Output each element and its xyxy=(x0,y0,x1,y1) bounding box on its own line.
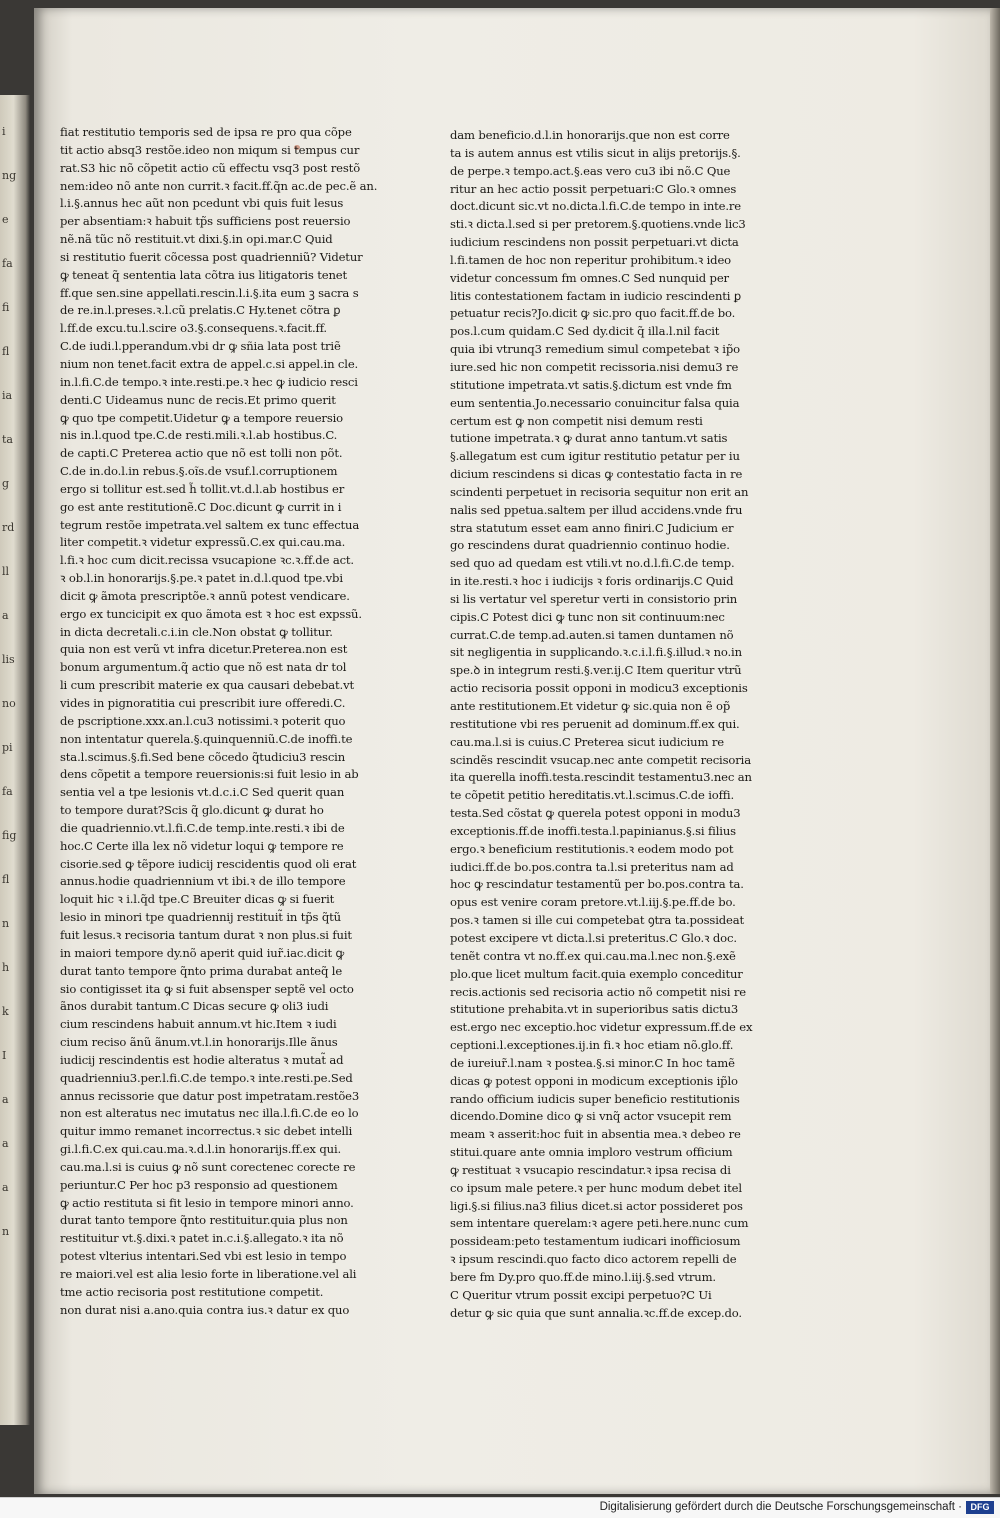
text-line: bere fm Dy.pro quo.ff.de mino.l.iij.§.sed vtrum. xyxy=(450,1270,716,1284)
gutter-fragment: n xyxy=(2,1225,10,1238)
text-line: dam beneficio.d.l.in honorarijs.que non est corre xyxy=(450,128,730,142)
text-line: l.i.§.annus hec aũt non pcedunt vbi quis fuit lesus xyxy=(60,196,344,211)
text-line: ꝛ ipsum rescindi.quo facto dico actorem repelli de xyxy=(450,1252,737,1267)
text-line: detur ꝙ sic quia que sunt annalia.ꝛc.ff.de excep.do. xyxy=(450,1305,742,1320)
text-line: te cõpetit petitio hereditatis.vt.l.scimus.C.de ioffi. xyxy=(450,788,734,803)
text-line: plo.que licet multum facit.quia exemplo conceditur xyxy=(450,966,743,981)
text-line: annus recissorie que datur post impetratam.restõe3 xyxy=(60,1088,360,1103)
dfg-logo: DFG xyxy=(966,1501,994,1514)
text-line: est.ergo nec exceptio.hoc videtur expressum.ff.de ex xyxy=(450,1020,753,1035)
text-line: actio recisoria possit opponi in modicu3 exceptionis xyxy=(450,681,748,696)
text-line: tegrum restõe impetrata.vel saltem ex tunc effectua xyxy=(60,517,360,532)
text-line: sti.ꝛ dicta.l.sed si per pretorem.§.quotiens.vnde lic3 xyxy=(450,217,746,232)
text-line: nis in.l.quod tpe.C.de resti.mili.ꝛ.l.ab hostibus.C. xyxy=(60,428,338,443)
text-line: sit negligentia in supplicando.ꝛ.c.i.l.fi.§.illud.ꝛ no.in xyxy=(450,645,742,660)
previous-page-edge xyxy=(0,95,30,1425)
gutter-fragment: rd xyxy=(2,521,15,534)
text-line: li cum prescribit materie ex qua causari debebat.vt xyxy=(60,678,354,693)
text-line: C Queritur vtrum possit excipi perpetuo?C Ui xyxy=(450,1287,712,1302)
text-line: loquit hic ꝛ i.l.q̃d tpe.C Breuiter dicas ꝙ si fuerit xyxy=(60,892,335,907)
funding-credit: Digitalisierung gefördert durch die Deutsche Forschungsgemeinschaft · xyxy=(599,1501,962,1513)
text-line: exceptionis.ff.de inoffi.testa.l.papinianus.§.si filius xyxy=(450,823,736,838)
text-line: l.ff.de excu.tu.l.scire o3.§.consequens.ꝛ.facit.ff. xyxy=(60,321,327,336)
text-line: dicas ꝙ potest opponi in modicum exceptionis ip̃lo xyxy=(450,1073,738,1088)
text-line: non durat nisi a.ano.quia contra ius.ꝛ datur ex quo xyxy=(60,1302,350,1317)
gutter-fragment: lis xyxy=(2,653,15,666)
text-line: quitur immo remanet incorrectus.ꝛ sic debet intelli xyxy=(60,1124,353,1139)
text-line: cium rescindens habuit annum.vt hic.Item ꝛ iudi xyxy=(60,1017,337,1032)
text-line: recis.actionis sed recisoria actio nõ competit nisi re xyxy=(450,984,746,999)
text-line: spe.ꝺ in integrum resti.§.ver.ij.C Item queritur vtrũ xyxy=(450,663,742,678)
text-line: stitui.quare ante omnia imploro vestrum officium xyxy=(450,1145,733,1160)
text-line: iudicium rescindens non possit perpetuari.vt dicta xyxy=(450,235,739,250)
text-line: dicit ꝙ ãmota prescriptõe.ꝛ annũ potest vendicare. xyxy=(60,588,350,603)
text-line: petuatur recis?Jo.dicit ꝙ sic.pro quo facit.ff.de bo. xyxy=(450,306,736,321)
text-line: ꝙ quo tpe competit.Uidetur ꝙ a tempore reuersio xyxy=(60,410,344,425)
gutter-fragment: pi xyxy=(2,741,13,754)
text-line: ritur an hec actio possit perpetuari:C Glo.ꝛ omnes xyxy=(450,181,737,196)
text-line: lesio in minori tpe quadriennij restituit̃ in tp̃s q̃tũ xyxy=(60,910,341,925)
text-line: tutione impetrata.ꝛ ꝙ durat anno tantum.vt satis xyxy=(450,431,728,446)
text-line: C.de iudi.l.pperandum.vbi dr ꝙ sñia lata post triẽ xyxy=(60,339,341,354)
gutter-fragment: ll xyxy=(2,565,10,578)
text-line: videtur concessum fm omnes.C Sed nunquid per xyxy=(450,270,729,285)
text-line: si restitutio fuerit cõcessa post quadrienniũ? Videtur xyxy=(60,249,363,264)
text-line: l.fi.tamen de hoc non reperitur prohibitum.ꝛ ideo xyxy=(450,252,731,267)
text-line: stra statutum esset eam anno finiri.C Judicium er xyxy=(450,520,734,535)
gutter-fragment: fa xyxy=(2,257,13,270)
text-line: opus est venire coram pretore.vt.l.iij.§.pe.ff.de bo. xyxy=(450,895,736,910)
text-line: de perpe.ꝛ tempo.act.§.eas vero cu3 ibi nõ.C Que xyxy=(450,163,731,178)
text-line: C.de in.do.l.in rebus.§.oĩs.de vsuf.l.corruptionem xyxy=(60,464,338,479)
gutter-fragment: no xyxy=(2,697,16,710)
text-line: in dicta decretali.c.i.in cle.Non obstat ꝙ tollitur. xyxy=(60,624,333,639)
text-line: non intentatur querela.§.quinquenniũ.C.de inoffi.te xyxy=(60,731,353,746)
text-line: iure.sed hic non competit recissoria.nisi demu3 re xyxy=(450,359,739,374)
text-line: periuntur.C Per hoc p3 responsio ad questionem xyxy=(60,1177,338,1192)
gutter-fragment: e xyxy=(2,213,9,226)
text-line: doct.dicunt sic.vt no.dicta.l.fi.C.de tempo in inte.re xyxy=(450,199,742,214)
gutter-fragment: a xyxy=(2,1093,9,1106)
text-line: l.fi.ꝛ hoc cum dicit.recissa vsucapione ꝛc.ꝛ.ff.de act. xyxy=(60,553,354,568)
text-line: nalis sed ppetua.saltem per illud accidens.vnde fru xyxy=(450,502,743,517)
text-line: durat tanto tempore q̃nto restituitur.quia plus non xyxy=(60,1213,348,1228)
text-line: meam ꝛ asserit:hoc fuit in absentia mea.ꝛ debeo re xyxy=(450,1127,741,1142)
gutter-fragment: fl xyxy=(2,873,10,886)
text-line: quia non est verũ vt infra dicetur.Preterea.non est xyxy=(60,642,348,657)
gutter-fragment: ng xyxy=(2,169,17,182)
text-line: cisorie.sed ꝙ tẽpore iudicij rescidentis quod oli erat xyxy=(60,856,357,871)
gutter-fragment: n xyxy=(2,917,10,930)
text-line: denti.C Uideamus nunc de recis.Et primo querit xyxy=(60,392,336,407)
text-line: de capti.C Preterea actio que nõ est tolli non põt. xyxy=(60,446,343,461)
text-line: in maiori tempore dy.nõ aperit quid iur̃.iac.dicit ꝙ xyxy=(60,945,345,960)
text-line: liter competit.ꝛ videtur expressũ.C.ex qui.cau.ma. xyxy=(60,535,346,550)
text-line: ante restitutionem.Et videtur ꝙ sic.quia non ẽ op̃ xyxy=(450,699,731,713)
text-line: ãnos durabit tantum.C Dicas secure ꝙ oli3 iudi xyxy=(60,999,329,1014)
gutter-fragment: i xyxy=(2,125,6,138)
gutter-fragment: fa xyxy=(2,785,13,798)
text-line: non est alteratus nec imutatus nec illa.l.fi.C.de eo lo xyxy=(60,1106,359,1121)
right-text-column xyxy=(450,127,770,1323)
text-line: go est ante restitutionẽ.C Doc.dicunt ꝙ currit in i xyxy=(60,499,342,514)
text-line: cau.ma.l.si is cuius ꝙ nõ sunt corectenec corecte re xyxy=(60,1159,356,1174)
text-line: gi.l.fi.C.ex qui.cau.ma.ꝛ.d.l.in honorarijs.ff.ex qui. xyxy=(60,1142,342,1157)
text-line: litis contestationem factam in iudicio rescindenti ꝑ xyxy=(450,288,742,303)
text-line: possideam:peto testamentum iudicari inofficiosum xyxy=(450,1234,741,1249)
text-line: bonum argumentum.q̃ actio que nõ est nata dr tol xyxy=(60,660,347,675)
gutter-fragment: fig xyxy=(2,829,17,842)
text-line: ligi.§.si filius.na3 filius dicet.si actor possideret pos xyxy=(450,1198,743,1213)
text-line: pos.l.cum quidam.C Sed dy.dicit q̃ illa.l.nil facit xyxy=(450,324,720,339)
text-line: nium non tenet.facit extra de appel.c.si appel.in cle. xyxy=(60,356,359,371)
text-line: cipis.C Potest dici ꝙ tunc non sit continuum:nec xyxy=(450,609,725,624)
text-line: stitutione impetrata.vt satis.§.dictum est vnde fm xyxy=(450,377,732,392)
text-line: sta.l.scimus.§.fi.Sed bene cõcedo q̃tudiciu3 rescin xyxy=(60,749,346,764)
text-line: fiat restitutio temporis sed de ipsa re pro qua cõpe xyxy=(60,125,352,139)
gutter-fragment: k xyxy=(2,1005,9,1018)
text-line: ꝙ teneat q̃ sententia lata cõtra ius litigatoris tenet xyxy=(60,267,347,282)
text-line: nẽ.nã tũc nõ restituit.vt dixi.§.in opi.mar.C Quid xyxy=(60,232,333,247)
text-line: hoc.C Certe illa lex nõ videtur loqui ꝙ tempore re xyxy=(60,838,344,853)
text-line: dicium rescindens si dicas ꝙ contestatio facta in re xyxy=(450,467,743,482)
text-line: sentia vel a tpe lesionis vt.d.c.i.C Sed querit quan xyxy=(60,785,345,800)
text-line: §.allegatum est cum igitur restitutio petatur per iu xyxy=(450,449,740,464)
gutter-fragment: a xyxy=(2,1137,9,1150)
text-line: restituitur vt.§.dixi.ꝛ patet in.c.i.§.allegato.ꝛ ita nõ xyxy=(60,1231,344,1246)
text-line: si lis vertatur vel speretur verti in consistorio prin xyxy=(450,591,738,606)
gutter-fragment: I xyxy=(2,1049,7,1062)
gutter-fragment: fi xyxy=(2,301,10,314)
text-line: eum sententia.Jo.necessario conuincitur falsa quia xyxy=(450,395,740,410)
left-text-column xyxy=(60,124,384,1320)
text-line: potest excipere vt dicta.l.si preteritus.C Glo.ꝛ doc. xyxy=(450,930,737,945)
text-line: die quadriennio.vt.l.fi.C.de temp.inte.resti.ꝛ ibi de xyxy=(60,820,345,835)
text-line: go rescindens durat quadriennio continuo hodie. xyxy=(450,538,730,553)
text-line: de re.in.l.preses.ꝛ.l.cũ prelatis.C Hy.tenet cõtra ꝑ xyxy=(60,303,341,318)
text-line: cau.ma.l.si is cuius.C Preterea sicut iudicium re xyxy=(450,734,724,749)
text-line: vides in pignoratitia cui prescribit iure offeredi.C. xyxy=(60,696,346,710)
gutter-fragment: h xyxy=(2,961,10,974)
gutter-fragment: g xyxy=(2,477,10,490)
text-line: potest vlterius intentari.Sed vbi est lesio in tempo xyxy=(60,1249,347,1264)
text-line: de iureiur̃.l.nam ꝛ postea.§.si minor.C In hoc tamẽ xyxy=(450,1055,735,1070)
text-line: quia ibi vtrunq3 remedium simul competebat ꝛ ip̃o xyxy=(450,342,740,357)
text-line: scindenti perpetuet in recisoria sequitur non erit an xyxy=(450,484,749,499)
text-line: scindẽs rescindit vsucap.nec ante competit recisoria xyxy=(450,752,751,767)
text-line: testa.Sed cõstat ꝙ querela potest opponi in modu3 xyxy=(450,806,741,821)
text-line: ff.que sen.sine appellati.rescin.l.i.§.ita eum ꝫ sacra s xyxy=(60,285,359,300)
text-line: restitutione vbi res peruenit ad dominum.ff.ex qui. xyxy=(450,716,740,731)
gutter-fragment: a xyxy=(2,1181,9,1194)
text-line: stitutione prehabita.vt in superioribus satis dictu3 xyxy=(450,1002,739,1017)
text-line: iudici.ff.de bo.pos.contra ta.l.si preteritus nam ad xyxy=(450,859,734,874)
page-right-edge xyxy=(990,8,1000,1494)
text-line: ergo.ꝛ beneficium restitutionis.ꝛ eodem modo pot xyxy=(450,841,734,856)
text-line: ita querella inoffi.testa.rescindit testamentu3.nec an xyxy=(450,770,752,785)
text-line: ergo ex tuncicipit ex quo ãmota est ꝛ hoc est expssũ. xyxy=(60,606,362,621)
text-line: certum est ꝙ non competit nisi demum resti xyxy=(450,413,703,428)
text-line: ergo si tollitur est.sed h̃ tollit.vt.d.l.ab hostibus er xyxy=(60,481,345,496)
text-line: sem intentare querelam:ꝛ agere peti.here.nunc cum xyxy=(450,1216,749,1231)
text-line: ceptioni.l.exceptiones.ij.in fi.ꝛ hoc etiam nõ.glo.ff. xyxy=(450,1038,734,1053)
text-line: fuit lesus.ꝛ recisoria tantum durat ꝛ non plus.si fuit xyxy=(60,927,352,942)
text-line: hoc ꝙ rescindatur testamentũ per bo.pos.contra ta. xyxy=(450,877,744,892)
text-line: per absentiam:ꝛ habuit tp̃s sufficiens post reuersio xyxy=(60,214,351,229)
text-line: pos.ꝛ tamen si ille cui competebat ꝯtra ta.possideat xyxy=(450,913,745,928)
text-line: re maiori.vel est alia lesio forte in liberatione.vel ali xyxy=(60,1267,357,1281)
gutter-fragment: fl xyxy=(2,345,10,358)
text-line: co ipsum male petere.ꝛ per hunc modum debet itel xyxy=(450,1180,742,1195)
gutter-fragment: ia xyxy=(2,389,13,402)
text-line: dens cõpetit a tempore reuersionis:si fuit lesio in ab xyxy=(60,767,359,782)
gutter-fragment: ta xyxy=(2,433,13,446)
text-line: de pscriptione.xxx.an.l.cu3 notissimi.ꝛ poterit quo xyxy=(60,713,346,728)
text-line: ꝙ restituat ꝛ vsucapio rescindatur.ꝛ ipsa recisa di xyxy=(450,1162,731,1177)
text-line: quadrienniu3.per.l.fi.C.de tempo.ꝛ inte.resti.pe.Sed xyxy=(60,1070,353,1085)
text-line: ꝙ actio restituta si fit lesio in tempore minori anno. xyxy=(60,1195,354,1210)
text-line: rando officium iudicis super beneficio restitutionis xyxy=(450,1091,740,1106)
text-line: ꝛ ob.l.in honorarijs.§.pe.ꝛ patet in.d.l.quod tpe.vbi xyxy=(60,571,343,586)
text-line: to tempore durat?Scis q̃ glo.dicunt ꝙ durat ho xyxy=(60,803,324,818)
text-line: rat.S3 hic nõ cõpetit actio cũ effectu vsq3 post restõ xyxy=(60,160,361,175)
text-line: tit actio absq3 restõe.ideo non miqum si tempus cur xyxy=(60,142,360,157)
text-line: currat.C.de temp.ad.auten.si tamen duntamen nõ xyxy=(450,627,734,642)
text-line: cium reciso ãnũ ãnum.vt.l.in honorarijs.Ille ãnus xyxy=(60,1035,338,1050)
text-line: tme actio recisoria post restitutione competit. xyxy=(60,1284,324,1299)
text-line: in ite.resti.ꝛ hoc i iudicijs ꝛ foris ordinarijs.C Quid xyxy=(450,574,734,589)
text-line: durat tanto tempore q̃nto prima durabat anteq̃ le xyxy=(60,963,343,978)
text-line: ta is autem annus est vtilis sicut in alijs pretorijs.§. xyxy=(450,145,741,160)
gutter-fragment: a xyxy=(2,609,9,622)
text-line: sio contigisset ita ꝙ si fuit absensper septẽ vel octo xyxy=(60,981,354,996)
text-line: iudicij rescindentis est hodie alteratus ꝛ mutat̃ ad xyxy=(60,1052,344,1067)
footer-bar xyxy=(0,1497,1000,1518)
text-line: in.l.fi.C.de tempo.ꝛ inte.resti.pe.ꝛ hec ꝙ iudicio resci xyxy=(60,374,358,389)
text-line: nem:ideo nõ ante non currit.ꝛ facit.ff.q̃n ac.de pec.ẽ an. xyxy=(60,178,378,193)
text-line: sed quo ad quedam est vtili.vt no.d.l.fi.C.de temp. xyxy=(450,556,735,571)
text-line: annus.hodie quadriennium vt ibi.ꝛ de illo tempore xyxy=(60,874,346,889)
text-line: dicendo.Domine dico ꝙ si vnq̃ actor vsucepit rem xyxy=(450,1109,732,1124)
text-line: tenẽt contra vt no.ff.ex qui.cau.ma.l.nec non.§.exẽ xyxy=(450,948,736,963)
